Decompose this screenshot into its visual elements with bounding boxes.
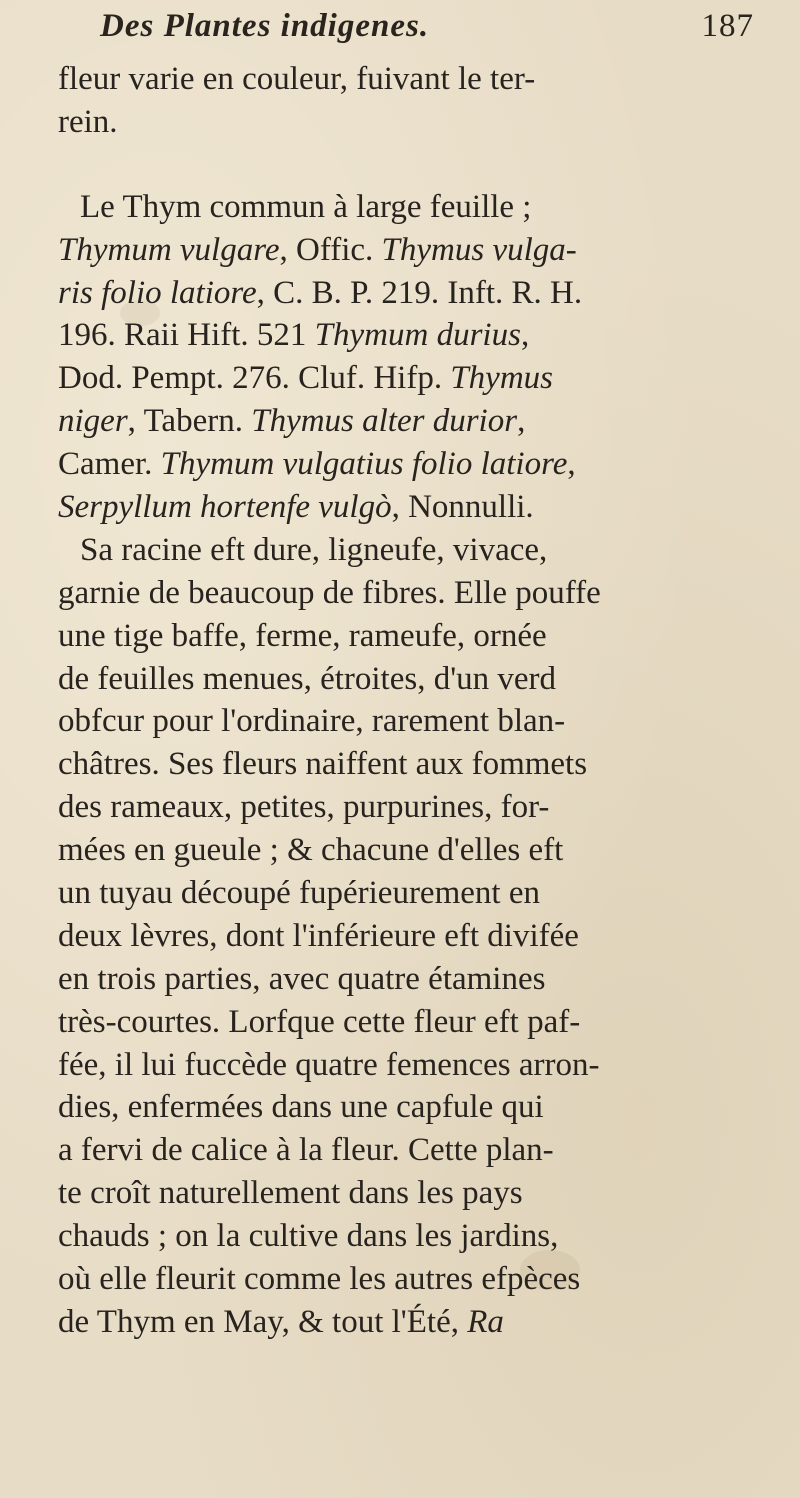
text-line <box>58 1172 758 1215</box>
roman-text: mées en gueule ; & chacune d'elles eft <box>58 832 564 869</box>
roman-text: , Nonnulli. <box>391 489 534 526</box>
roman-text: fleur varie en couleur, fuivant le ter- <box>58 61 536 97</box>
text-line <box>58 400 758 443</box>
roman-text: Le Thym commun à large feuille ; <box>80 188 532 225</box>
text-line <box>58 829 758 872</box>
text-line <box>58 186 758 229</box>
text-line <box>58 958 758 1001</box>
italic-text: Thymus <box>450 360 554 397</box>
italic-text: niger <box>58 403 128 440</box>
italic-text: ris folio latiore <box>58 274 257 311</box>
roman-text: te croît naturellement dans les pays <box>58 1175 523 1212</box>
italic-text: Serpyllum hortenfe vulgò <box>58 489 392 526</box>
roman-text: deux lèvres, dont l'inférieure eft divifée <box>58 917 579 954</box>
text-line <box>58 1086 758 1129</box>
roman-text: fée, il lui fuccède quatre femences arron- <box>58 1046 600 1083</box>
text-line <box>58 915 758 958</box>
text-line <box>58 443 758 486</box>
body-text <box>58 58 758 1344</box>
roman-text: , <box>520 317 530 354</box>
text-line <box>58 229 758 272</box>
roman-text: Camer. <box>58 446 161 483</box>
text-line <box>58 615 758 658</box>
roman-text: rein. <box>58 103 118 140</box>
roman-text: très-courtes. Lorfque cette fleur eft paf- <box>58 1003 581 1040</box>
running-header <box>100 8 754 56</box>
text-line <box>58 58 758 101</box>
text-line <box>58 872 758 915</box>
text-line <box>58 786 758 829</box>
roman-text: , <box>517 403 526 440</box>
text-line <box>58 1215 758 1258</box>
text-line <box>58 1301 758 1344</box>
roman-text: de feuilles menues, étroites, d'un verd <box>58 660 557 697</box>
roman-text: , C. B. P. 219. Inft. R. H. <box>256 274 583 311</box>
roman-text: obfcur pour l'ordinaire, rarement blan- <box>58 703 566 740</box>
roman-text: un tuyau découpé fupérieurement en <box>58 875 540 912</box>
roman-text: où elle fleurit comme les autres efpèces <box>58 1261 581 1298</box>
roman-text: , <box>567 446 576 483</box>
roman-text: des rameaux, petites, purpurines, for- <box>58 789 550 826</box>
italic-text: Thymum vulgatius folio latiore <box>160 446 568 483</box>
roman-text: Dod. Pempt. 276. Cluf. Hifp. <box>58 360 451 397</box>
text-line <box>58 529 758 572</box>
text-line <box>58 1129 758 1172</box>
roman-text: garnie de beaucoup de fibres. Elle pouffe <box>58 574 601 611</box>
roman-text: , Tabern. <box>127 403 252 440</box>
roman-text: dies, enfermées dans une capfule qui <box>58 1089 544 1126</box>
page-number: 187 <box>701 8 754 44</box>
italic-text: Thymus alter durior <box>251 403 518 440</box>
running-title: Des Plantes indigenes. <box>100 8 430 44</box>
text-line <box>58 572 758 615</box>
roman-text: châtres. Ses fleurs naiffent aux fommets <box>58 746 588 783</box>
roman-text: chauds ; on la cultive dans les jardins, <box>58 1218 559 1255</box>
text-line <box>58 314 758 357</box>
text-line <box>58 1258 758 1301</box>
text-line <box>58 357 758 400</box>
roman-text: a fervi de calice à la fleur. Cette plan- <box>58 1132 554 1169</box>
italic-text: Thymum vulgare <box>58 231 280 268</box>
text-line <box>58 743 758 786</box>
text-line <box>58 1044 758 1087</box>
text-line <box>58 1001 758 1044</box>
text-line <box>58 101 758 144</box>
italic-text: Thymum durius <box>314 317 521 354</box>
roman-text: en trois parties, avec quatre étamines <box>58 960 546 997</box>
text-line <box>58 700 758 743</box>
italic-text: Ra <box>467 1303 504 1340</box>
text-line <box>58 272 758 315</box>
roman-text: 196. Raii Hift. 521 <box>58 317 315 354</box>
text-line <box>58 658 758 701</box>
text-line <box>58 486 758 529</box>
roman-text: Sa racine eft dure, ligneufe, vivace, <box>80 531 548 568</box>
italic-text: Thymus vulga- <box>381 231 577 268</box>
roman-text: une tige baffe, ferme, rameufe, ornée <box>58 617 547 654</box>
roman-text: de Thym en May, & tout l'Été, <box>58 1303 468 1340</box>
roman-text: , Offic. <box>279 231 382 268</box>
